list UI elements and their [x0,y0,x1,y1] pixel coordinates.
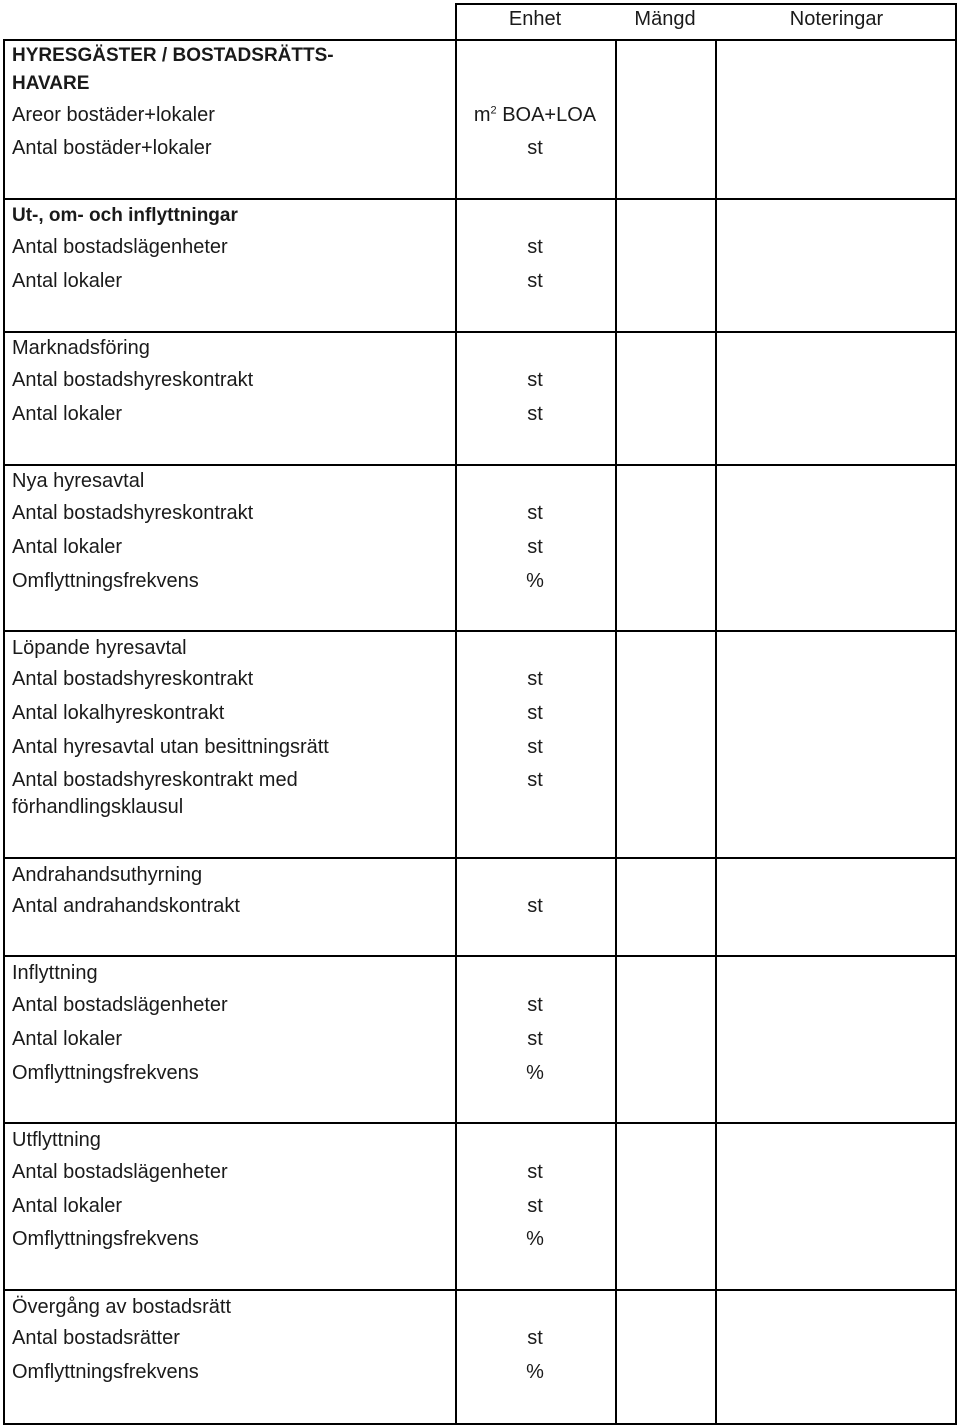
section-title: Löpande hyresavtal [12,637,187,659]
row-unit: % [526,1062,544,1084]
column-header-mangd: Mängd [634,8,696,30]
section-divider [3,955,957,957]
table-header [0,0,960,40]
section-title: HYRESGÄSTER / BOSTADSRÄTTS- [12,45,334,66]
column-header-enhet: Enhet [508,8,562,30]
unit-prefix: m [473,104,491,126]
row-unit: st [527,769,543,791]
unit-suffix: BOA+LOA [496,104,597,126]
row-unit: st [527,668,543,690]
column-divider-unit [615,39,617,1424]
row-unit: st [527,702,543,724]
row-label: Antal bostadshyreskontrakt [12,369,254,391]
row-unit: st [527,736,543,758]
row-label: Antal bostäder+lokaler [12,137,212,159]
row-label: Antal lokaler [12,1195,123,1217]
row-unit: % [526,1361,544,1383]
row-unit: st [527,403,543,425]
row-label: Omflyttningsfrekvens [12,1361,199,1383]
row-unit: st [527,1327,543,1349]
section-divider [3,630,957,632]
section-divider [3,857,957,859]
section-title: Övergång av bostadsrätt [12,1296,232,1318]
section-divider [3,198,957,200]
section-title: Marknadsföring [12,337,150,359]
row-unit: st [527,1195,543,1217]
row-unit: % [526,570,544,592]
column-header-noteringar: Noteringar [789,8,884,30]
row-label: Areor bostäder+lokaler [12,104,215,126]
table-border-top [3,39,957,41]
row-unit: st [527,994,543,1016]
section-title: Nya hyresavtal [12,470,145,492]
row-label: Antal bostadslägenheter [12,236,228,258]
row-unit: st [527,895,543,917]
row-label: Antal bostadslägenheter [12,994,228,1016]
unit-superscript: 2 [490,104,497,117]
table-border-right [955,3,957,1424]
section-title: Utflyttning [12,1129,101,1151]
row-label: Antal lokaler [12,270,123,292]
row-label: Antal bostadsrätter [12,1327,180,1349]
row-label: Antal bostadshyreskontrakt med [12,769,298,791]
row-label: HAVARE [12,73,90,94]
header-border-top [455,3,957,5]
row-unit: st [527,369,543,391]
section-divider [3,1289,957,1291]
section-divider [3,1122,957,1124]
section-divider [3,1423,957,1425]
row-unit [455,104,615,127]
row-label: Antal bostadslägenheter [12,1161,228,1183]
section-divider [3,331,957,333]
row-unit: % [526,1228,544,1250]
section-title: Ut-, om- och inflyttningar [12,205,238,226]
table-border-left [3,39,5,1424]
row-unit: st [527,270,543,292]
row-label: Antal hyresavtal utan besittningsrätt [12,736,329,758]
column-divider-amount [715,39,717,1424]
row-label: Omflyttningsfrekvens [12,1228,199,1250]
row-label: Antal lokaler [12,403,123,425]
row-label: Omflyttningsfrekvens [12,1062,199,1084]
row-label: Antal bostadshyreskontrakt [12,668,254,690]
header-border-left [455,3,457,40]
section-title: Andrahandsuthyrning [12,864,203,886]
row-label: Omflyttningsfrekvens [12,570,199,592]
section-divider [3,464,957,466]
row-unit: st [527,236,543,258]
row-label: Antal andrahandskontrakt [12,895,240,917]
row-unit: st [527,536,543,558]
row-unit: st [527,502,543,524]
section-title: Inflyttning [12,962,98,984]
row-label: Antal lokalhyreskontrakt [12,702,225,724]
row-unit: st [527,1161,543,1183]
row-label: förhandlingsklausul [12,796,184,818]
row-unit: st [527,1028,543,1050]
row-label: Antal bostadshyreskontrakt [12,502,254,524]
row-label: Antal lokaler [12,536,123,558]
row-label: Antal lokaler [12,1028,123,1050]
row-unit: st [527,137,543,159]
